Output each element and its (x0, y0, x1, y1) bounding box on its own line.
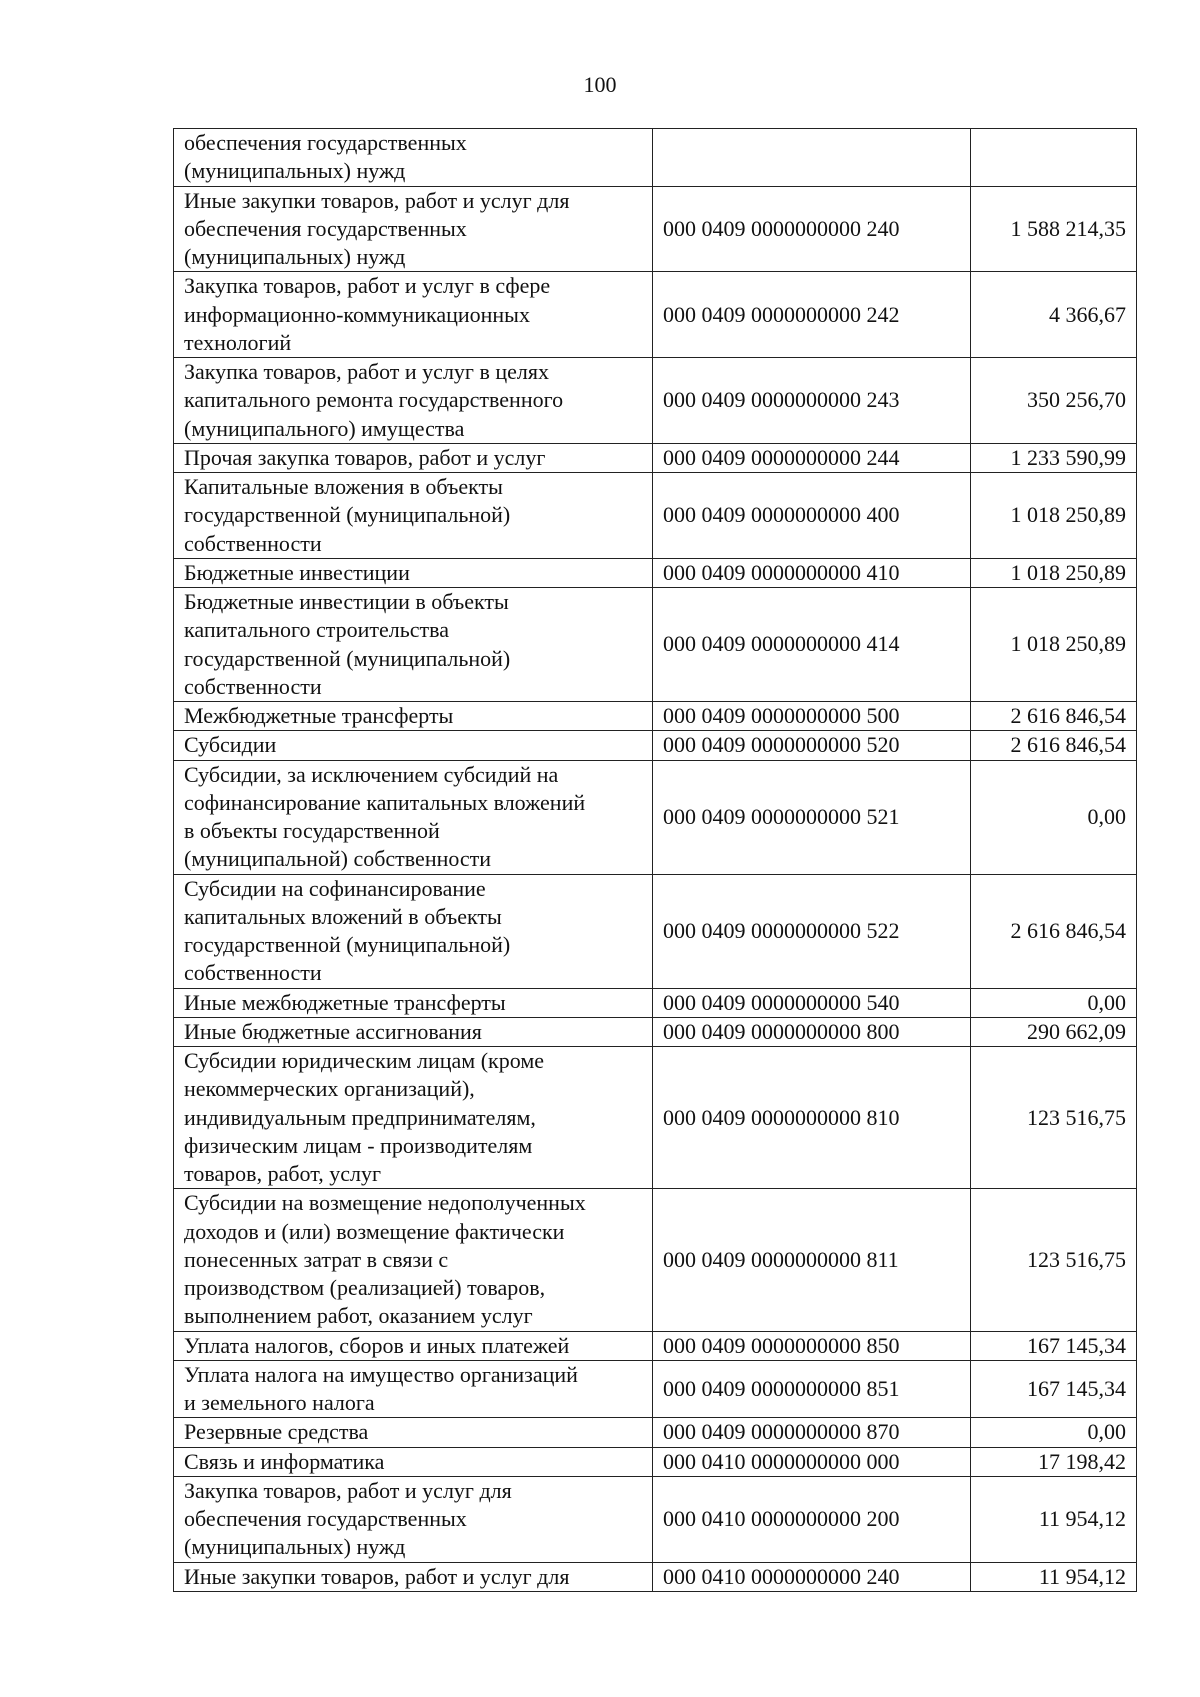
row-amount-cell: 17 198,42 (971, 1447, 1137, 1476)
table-row (174, 558, 1137, 587)
row-name-cell: Закупка товаров, работ и услуг для обеспечения государственных (муниципальных) нужд (174, 1476, 653, 1562)
table-row (174, 443, 1137, 472)
row-name-cell: Иные межбюджетные трансферты (174, 988, 653, 1017)
row-amount-cell: 1 233 590,99 (971, 443, 1137, 472)
row-code-cell: 000 0410 0000000000 240 (653, 1562, 971, 1591)
row-amount-cell: 167 145,34 (971, 1360, 1137, 1418)
row-amount-cell: 2 616 846,54 (971, 874, 1137, 988)
row-code-cell: 000 0409 0000000000 810 (653, 1047, 971, 1189)
row-amount-cell: 1 018 250,89 (971, 558, 1137, 587)
table-row (174, 1562, 1137, 1591)
row-amount-cell: 167 145,34 (971, 1331, 1137, 1360)
page-number: 100 (583, 72, 617, 97)
table-row (174, 272, 1137, 358)
row-amount-cell: 1 018 250,89 (971, 588, 1137, 702)
table-row (174, 1189, 1137, 1331)
row-code-cell: 000 0409 0000000000 850 (653, 1331, 971, 1360)
row-amount-cell: 0,00 (971, 988, 1137, 1017)
row-code-cell: 000 0409 0000000000 500 (653, 702, 971, 731)
table-row (174, 473, 1137, 559)
row-amount-cell: 0,00 (971, 1418, 1137, 1447)
row-amount-cell: 123 516,75 (971, 1047, 1137, 1189)
table-row (174, 731, 1137, 760)
table-row (174, 1476, 1137, 1562)
row-name-cell: Субсидии, за исключением субсидий на софинансирование капитальных вложений в объекты государственной (муниципальной) собственности (174, 760, 653, 874)
row-name-cell: Бюджетные инвестиции (174, 558, 653, 587)
row-name-cell: Закупка товаров, работ и услуг в сфере информационно-коммуникационных технологий (174, 272, 653, 358)
row-name-cell: Закупка товаров, работ и услуг в целях капитального ремонта государственного (муниципального) имущества (174, 358, 653, 444)
row-amount-cell: 11 954,12 (971, 1476, 1137, 1562)
row-amount-cell: 350 256,70 (971, 358, 1137, 444)
row-code-cell: 000 0409 0000000000 414 (653, 588, 971, 702)
row-code-cell: 000 0409 0000000000 540 (653, 988, 971, 1017)
row-code-cell: 000 0409 0000000000 240 (653, 186, 971, 272)
table-row (174, 1360, 1137, 1418)
row-name-cell: Связь и информатика (174, 1447, 653, 1476)
table-row (174, 588, 1137, 702)
row-code-cell: 000 0410 0000000000 000 (653, 1447, 971, 1476)
budget-table (173, 128, 1137, 1592)
row-code-cell: 000 0409 0000000000 800 (653, 1017, 971, 1046)
row-amount-cell: 1 018 250,89 (971, 473, 1137, 559)
row-amount-cell: 4 366,67 (971, 272, 1137, 358)
table-row (174, 358, 1137, 444)
row-name-cell: Иные закупки товаров, работ и услуг для обеспечения государственных (муниципальных) нужд (174, 186, 653, 272)
row-code-cell (653, 129, 971, 187)
row-name-cell: Субсидии на возмещение недополученных доходов и (или) возмещение фактически понесенных затрат в связи с производством (реализацией) товаров, выполнением работ, оказанием услуг (174, 1189, 653, 1331)
row-name-cell: Уплата налогов, сборов и иных платежей (174, 1331, 653, 1360)
row-code-cell: 000 0409 0000000000 244 (653, 443, 971, 472)
row-amount-cell: 290 662,09 (971, 1017, 1137, 1046)
row-code-cell: 000 0410 0000000000 200 (653, 1476, 971, 1562)
row-name-cell: Субсидии на софинансирование капитальных вложений в объекты государственной (муниципальной) собственности (174, 874, 653, 988)
row-name-cell: Резервные средства (174, 1418, 653, 1447)
table-row (174, 760, 1137, 874)
row-code-cell: 000 0409 0000000000 870 (653, 1418, 971, 1447)
row-name-cell: обеспечения государственных (муниципальных) нужд (174, 129, 653, 187)
budget-table-body (174, 129, 1137, 1592)
table-row (174, 186, 1137, 272)
row-code-cell: 000 0409 0000000000 851 (653, 1360, 971, 1418)
table-row (174, 1418, 1137, 1447)
row-amount-cell: 2 616 846,54 (971, 702, 1137, 731)
table-row (174, 129, 1137, 187)
row-code-cell: 000 0409 0000000000 243 (653, 358, 971, 444)
row-name-cell: Бюджетные инвестиции в объекты капитального строительства государственной (муниципальной) собственности (174, 588, 653, 702)
row-amount-cell: 2 616 846,54 (971, 731, 1137, 760)
row-amount-cell: 0,00 (971, 760, 1137, 874)
table-row (174, 874, 1137, 988)
table-row (174, 1017, 1137, 1046)
table-row (174, 1047, 1137, 1189)
row-code-cell: 000 0409 0000000000 410 (653, 558, 971, 587)
row-code-cell: 000 0409 0000000000 521 (653, 760, 971, 874)
row-code-cell: 000 0409 0000000000 400 (653, 473, 971, 559)
row-name-cell: Межбюджетные трансферты (174, 702, 653, 731)
row-name-cell: Иные бюджетные ассигнования (174, 1017, 653, 1046)
row-name-cell: Субсидии юридическим лицам (кроме некоммерческих организаций), индивидуальным предпринимателям, физическим лицам - производителям товаров, работ, услуг (174, 1047, 653, 1189)
row-name-cell: Иные закупки товаров, работ и услуг для (174, 1562, 653, 1591)
row-name-cell: Капитальные вложения в объекты государственной (муниципальной) собственности (174, 473, 653, 559)
row-name-cell: Прочая закупка товаров, работ и услуг (174, 443, 653, 472)
table-row (174, 1331, 1137, 1360)
row-amount-cell (971, 129, 1137, 187)
table-row (174, 988, 1137, 1017)
row-code-cell: 000 0409 0000000000 522 (653, 874, 971, 988)
row-code-cell: 000 0409 0000000000 811 (653, 1189, 971, 1331)
table-row (174, 702, 1137, 731)
row-code-cell: 000 0409 0000000000 242 (653, 272, 971, 358)
row-name-cell: Уплата налога на имущество организаций и земельного налога (174, 1360, 653, 1418)
row-name-cell: Субсидии (174, 731, 653, 760)
row-amount-cell: 11 954,12 (971, 1562, 1137, 1591)
row-code-cell: 000 0409 0000000000 520 (653, 731, 971, 760)
row-amount-cell: 123 516,75 (971, 1189, 1137, 1331)
table-row (174, 1447, 1137, 1476)
row-amount-cell: 1 588 214,35 (971, 186, 1137, 272)
